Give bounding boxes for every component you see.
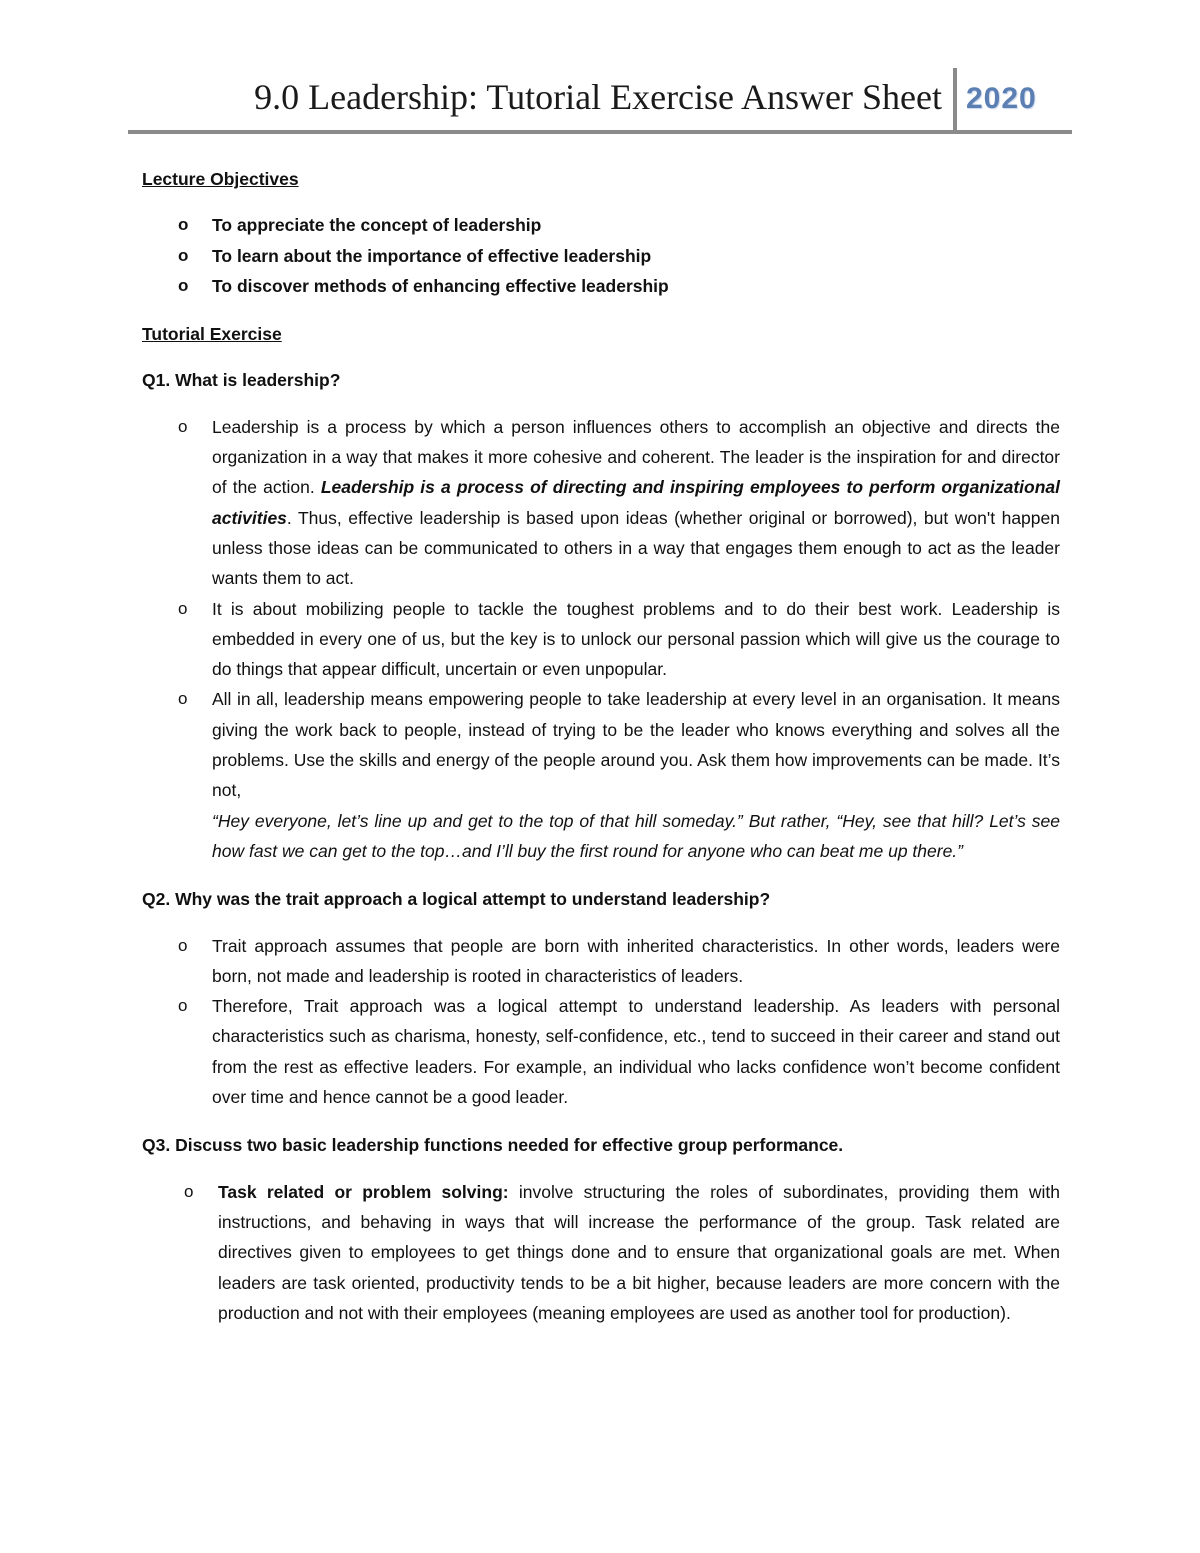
list-item: o Therefore, Trait approach was a logical attempt to understand leadership. As leaders with personal characteristics such as charisma, honesty, self-confidence, etc., tend to succeed in their career and stand out from the rest as effective leaders. For example, an individual who lacks confidence won’t become confident over time and hence cannot be a good leader. <box>142 991 1060 1112</box>
bullet-icon: o <box>178 245 189 265</box>
list-item: o To discover methods of enhancing effective leadership <box>142 271 1060 301</box>
header-rule <box>128 130 1072 134</box>
document-title: 9.0 Leadership: Tutorial Exercise Answer Sheet <box>254 77 942 117</box>
bullet-icon: o <box>184 1181 194 1201</box>
question-2: Q2. Why was the trait approach a logical attempt to understand leadership? <box>142 889 771 910</box>
objectives-list <box>142 210 1060 301</box>
bullet-icon: o <box>178 416 188 436</box>
answer-list-2 <box>142 931 1060 1113</box>
term-label: Task related or problem solving: <box>218 1181 509 1202</box>
list-item: o To learn about the importance of effective leadership <box>142 241 1060 271</box>
question-1: Q1. What is leadership? <box>142 370 341 391</box>
bullet-icon: o <box>178 275 189 295</box>
question-3: Q3. Discuss two basic leadership functions needed for effective group performance. <box>142 1135 844 1156</box>
header-divider <box>953 68 957 132</box>
quote-text: “Hey everyone, let’s line up and get to the top of that hill someday.” But rather, “Hey, see that hill? Let’s see how fast we can get to the top…and I’ll buy the first round for anyone who can beat me up there.” <box>212 810 1060 861</box>
list-item: o Leadership is a process by which a person influences others to accomplish an objective and directs the organization in a way that makes it more cohesive and coherent. The leader is the inspiration for and director of the action. Leadership is a process of directing and inspiring employees to perform organizational activities. Thus, effective leadership is based upon ideas (whether original or borrowed), but won't happen unless those ideas can be communicated to others in a way that engages them enough to act as the leader wants them to act. <box>142 412 1060 594</box>
list-item: o Task related or problem solving: involve structuring the roles of subordinates, providing them with instructions, and behaving in ways that will increase the performance of the group. Task related are directives given to employees to get things done and to ensure that organizational goals are met. When leaders are task oriented, productivity tends to be a bit higher, because leaders are more concern with the production and not with their employees (meaning employees are used as another tool for production). <box>142 1177 1060 1328</box>
bullet-icon: o <box>178 598 188 618</box>
emphasis-text: Leadership is a process of directing and inspiring employees to perform organizational activities <box>212 477 1060 528</box>
tutorial-exercise-heading: Tutorial Exercise <box>142 324 282 345</box>
list-item: o To appreciate the concept of leadership <box>142 210 1060 240</box>
page-header <box>128 68 1072 136</box>
bullet-icon: o <box>178 996 188 1016</box>
bullet-icon: o <box>178 215 189 235</box>
lecture-objectives-heading: Lecture Objectives <box>142 169 299 189</box>
document-year: 2020 <box>966 82 1037 115</box>
list-item: o It is about mobilizing people to tackle the toughest problems and to do their best work. Leadership is embedded in every one of us, but the key is to unlock our personal passion which will give us the courage to do things that appear difficult, uncertain or even unpopular. <box>142 594 1060 685</box>
answer-list-3 <box>142 1177 1060 1328</box>
list-item: o Trait approach assumes that people are born with inherited characteristics. In other words, leaders were born, not made and leadership is rooted in characteristics of leaders. <box>142 931 1060 992</box>
answer-list-1 <box>142 412 1060 866</box>
bullet-icon: o <box>178 689 188 709</box>
document-body <box>142 164 1060 1346</box>
bullet-icon: o <box>178 935 188 955</box>
list-item: o All in all, leadership means empowering people to take leadership at every level in an organisation. It means giving the work back to people, instead of trying to be the leader who knows everything and solves all the problems. Use the skills and energy of the people around you. Ask them how improvements can be made. It’s not, “Hey everyone, let’s line up and get to the top of that hill someday.” But rather, “Hey, see that hill? Let’s see how fast we can get to the top…and I’ll buy the first round for anyone who can beat me up there.” <box>142 684 1060 866</box>
